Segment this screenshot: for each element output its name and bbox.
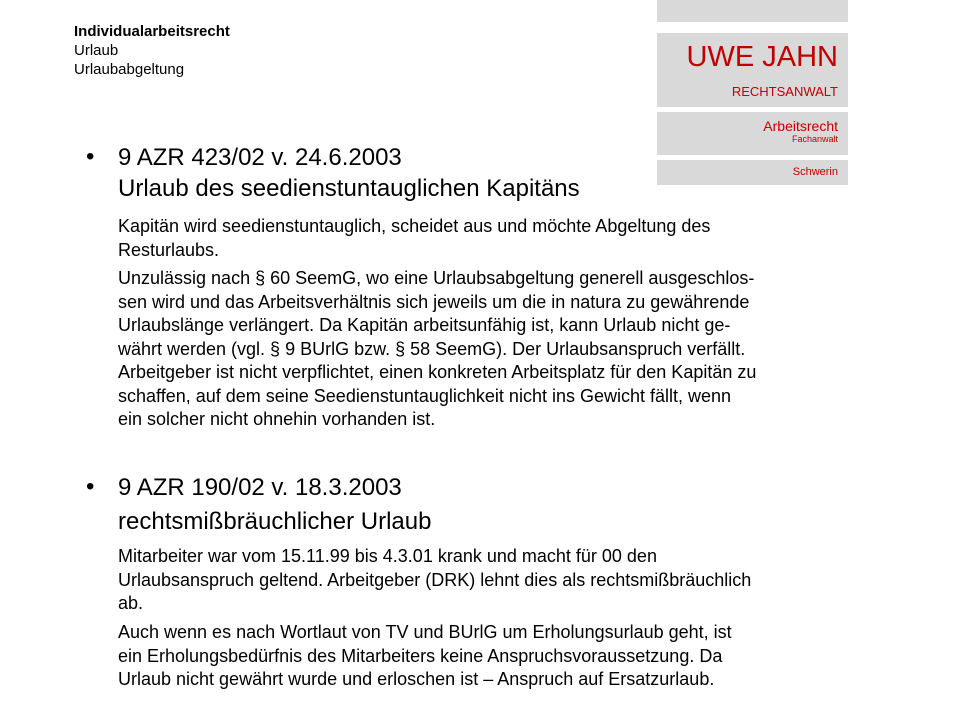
text-line: schaffen, auf dem seine Seedienstuntauglichkeit nicht ins Gewicht fällt, wenn [118,385,732,406]
bullet-icon: • [86,143,95,170]
lawyer-name: UWE JAHN [686,41,838,73]
text-line: Unzulässig nach § 60 SeemG, wo eine Urlaubsabgeltung generell ausgeschlos- [118,268,755,288]
case-2-subtitle: rechtsmißbräuchlicher Urlaub [118,508,432,535]
case-1-title: 9 AZR 423/02 v. 24.6.2003 [118,144,402,171]
case-1-paragraph-2 [118,267,878,432]
sidebar-city-box [657,160,848,185]
text-line: währt werden (vgl. § 9 BUrlG bzw. § 58 SeemG). Der Urlaubsanspruch verfällt. [118,338,746,359]
sidebar-name-box [657,33,848,107]
text-line: Urlaub nicht gewährt wurde und erloschen ist – Anspruch auf Ersatzurlaub. [118,669,715,689]
text-line: sen wird und das Arbeitsverhältnis sich jeweils um die in natura zu gewährende [118,291,750,312]
sidebar-area-box [657,112,848,155]
text-line: Resturlaubs. [118,239,220,260]
text-line: Kapitän wird seedienstuntauglich, scheidet aus und möchte Abgeltung des [118,216,711,236]
slide-header [74,22,230,79]
bullet-icon: • [86,473,95,500]
case-2-paragraph-2 [118,621,878,692]
text-line: ein solcher nicht ohnehin vorhanden ist. [118,409,436,429]
text-line: Urlaubsanspruch geltend. Arbeitgeber (DRK) lehnt dies als rechtsmißbräuchlich [118,569,752,590]
text-line: Mitarbeiter war vom 15.11.99 bis 4.3.01 krank und macht für 00 den [118,546,657,566]
case-2-title: 9 AZR 190/02 v. 18.3.2003 [118,474,402,501]
text-line: Urlaubslänge verlängert. Da Kapitän arbeitsunfähig ist, kann Urlaub nicht ge- [118,315,731,335]
case-1-subtitle: Urlaub des seedienstuntauglichen Kapitäns [118,175,580,202]
text-line: Auch wenn es nach Wortlaut von TV und BUrlG um Erholungsurlaub geht, ist [118,622,732,642]
lawyer-title: RECHTSANWALT [731,84,838,99]
text-line: ab. [118,593,144,613]
office-city: Schwerin [792,166,838,178]
sidebar-top-box [657,0,848,22]
practice-area: Arbeitsrecht [763,118,838,134]
practice-area-sub: Fachanwalt [791,134,838,144]
header-subtopic: Urlaubabgeltung [74,61,185,78]
case-1-paragraph-1 [118,215,878,262]
header-category: Individualarbeitsrecht [74,23,230,40]
text-line: ein Erholungsbedürfnis des Mitarbeiters keine Anspruchsvoraussetzung. Da [118,645,723,666]
case-2-paragraph-1 [118,545,878,616]
header-topic: Urlaub [74,42,119,59]
text-line: Arbeitgeber ist nicht verpflichtet, einen konkreten Arbeitsplatz für den Kapitän zu [118,362,757,382]
